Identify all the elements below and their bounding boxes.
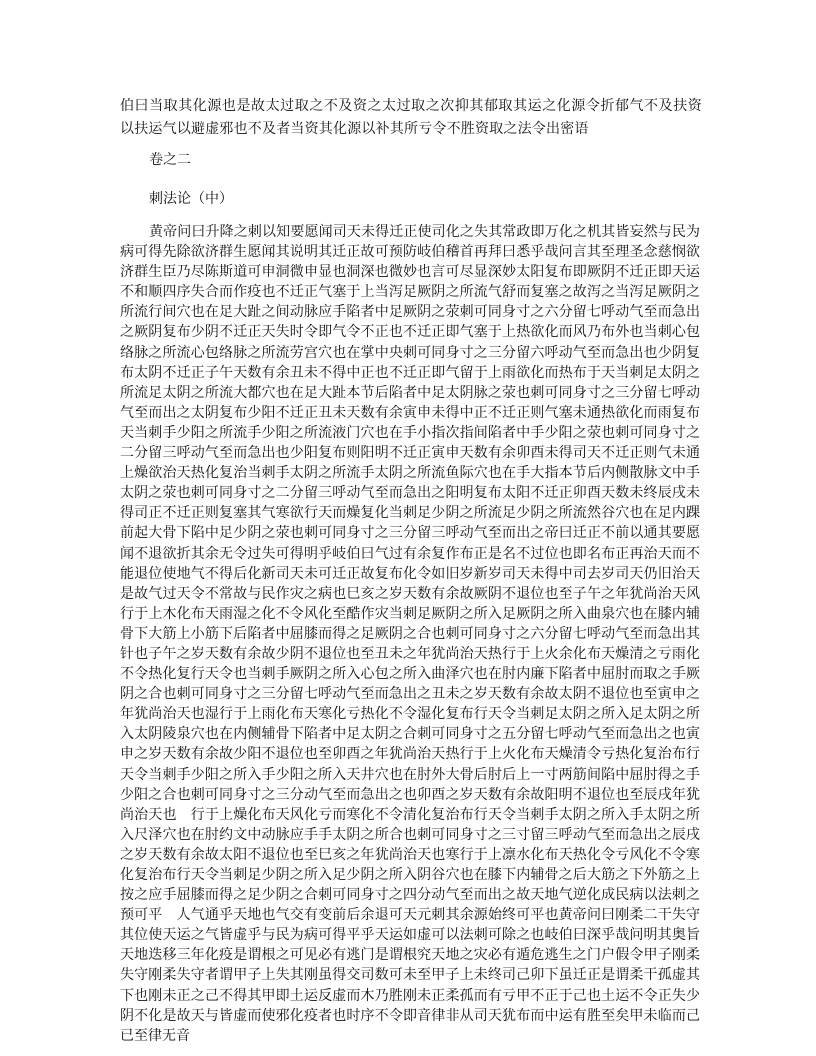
intro-paragraph: 伯曰当取其化源也是故太过取之不及资之太过取之次抑其郁取其运之化源令折郁气不及扶资以扶运气以避虚邪也不及者当资其化源以补其所亏令不胜资取之法令出密语 bbox=[120, 98, 702, 137]
chapter-title: 刺法论（中） bbox=[149, 191, 233, 207]
body-paragraph: 黄帝问曰升降之刺以知要愿闻司天未得迁正使司化之失其常政即万化之机其皆妄然与民为病可得先除欲济群生愿闻其说明其迁正故可预防岐伯稽首再拜曰悉乎哉问言其至理圣念慈悯欲济群生臣乃尽陈斯道可申洞微申显也洞深也微妙也言可尽显深妙太阳复布即厥阴不迁正即天运不和顺四序失合而作疫也不迁正气塞于上当泻足厥阴之所流气舒而复塞之故泻之当泻足厥阴之所流行间穴也在足大趾之间动脉应手陷者中足厥阴之荥刺可同身寸之六分留七呼动气至而急出之厥阴复布少阴不迁正天失时令即气令不正也不迁正即气塞于上热欲化而风乃布外也当刺心包络脉之所流心包络脉之所流劳宫穴也在掌中央刺可同身寸之三分留六呼动气至而急出也少阴复布太阴不迁正子午天数有余丑未不得中正也不迁正即气留于上雨欲化而热布于天当刺足太阴之所流足太阴之所流大都穴也在足大趾本节后陷者中足太阴脉之荥也刺可同身寸之三分留七呼动气至而出之太阴复布少阳不迁正丑未天数有余寅申未得中正不迁正则气塞未通热欲化而雨复布天当刺手少阳之所流手少阳之所流液门穴也在手小指次指间陷者中手少阳之荥也刺可同身寸之二分留三呼动气至而急出也少阳复布则阳明不迁正寅申天数有余卯酉未得司天不迁正则气未通上燥欲治天热化复治当刺手太阴之所流手太阴之所流鱼际穴也在手大指本节后内侧散脉文中手太阴之荥也刺可同身寸之二分留三呼动气至而急出之阳明复布太阳不迁正卯酉天数未终辰戌未得司正不迁正则复塞其气寒欲行天而燥复化当刺足少阴之所流足少阴之所流然谷穴也在足内踝前起大骨下陷中足少阴之荥也刺可同身寸之三分留三呼动气至而出之帝曰迁正不前以通其要愿闻不退欲折其余无令过失可得明乎岐伯曰气过有余复作布正是名不过位也即名布正再治天而不能退位使地气不得后化新司天未可迁正故复布化令如旧岁新岁司天未得中司去岁司天仍旧治天是故气过天令不常故与民作灾之病也巳亥之岁天数有余故厥阴不退位也至子午之年犹尚治天风行于上木化布天雨湿之化不令风化至酷作灾当刺足厥阴之所入足厥阴之所入曲泉穴也在膝内辅骨下大筋上小筋下后陷者中屈膝而得之足厥阴之合也刺可同身寸之六分留七呼动气至而急出其针也子午之岁天数有余故少阴不退位也至丑未之年犹尚治天热行于上火余化布天燥清之亏雨化不令热化复行天令也当刺手厥阴之所入心包之所入曲泽穴也在肘内廉下陷者中屈肘而取之手厥阴之合也刺可同身寸之三分留七呼动气至而急出之丑未之岁天数有余故太阴不退位也至寅申之年犹尚治天也湿行于上雨化布天寒化亏热化不令湿化复布行天令当刺足太阴之所入足太阴之所入太阴陵泉穴也在内侧辅骨下陷者中足太阴之合刺可同身寸之五分留七呼动气至而急出之也寅申之岁天数有余故少阳不退位也至卯酉之年犹尚治天热行于上火化布天燥清令亏热化复治布行天令当刺手少阳之所入手少阳之所入天井穴也在肘外大骨后肘后上一寸两筋间陷中屈肘得之手少阳之合也刺可同身寸之三分动气至而急出之也卯酉之岁天数有余故阳明不退位也至辰戌年犹尚治天也 行于上燥化布天风化亏而寒化不令清化复治布行天令当刺手太阴之所入手太阴之所入尺泽穴也在肘约文中动脉应手手太阴之所合也刺可同身寸之三寸留三呼动气至而急出之辰戌之岁天数有余故太阳不退位也至巳亥之年犹尚治天也寒行于上凛水化布天热化令亏风化不令寒化复治布行天令当刺足少阴之所入足少阴之所入阴谷穴也在膝下内辅骨之后大筋之下外筋之上按之应手屈膝而得之足少阴之合刺可同身寸之四分动气至而出之故天地气逆化成民病以法刺之预可平 人气通乎天地也气交有变前后余退可天元刺其余源始终可平也黄帝问曰刚柔二干失守其位使天运之气皆虚乎与民为病可得平乎天运如虚可以法刺可除之也岐伯曰深乎哉问明其奥旨天地迭移三年化疫是谓根之可见必有逃门是谓根究天地之灾必有遁危逃生之门户假令甲子刚柔失守刚柔失守者谓甲子上失其刚虽得交司数可未至甲子上未终司己卯下虽迁正是谓柔干孤虚其下也刚未正之己不得其甲即土运反虚而木乃胜刚未正柔孤而有亏甲不正于己也土运不令正失少阴不化是故天与皆虚而使邪化疫者也时序不令即音律非从司天犹布而中运有胜至矣甲未临而己已至律无音 bbox=[120, 224, 700, 1044]
section-title: 卷之二 bbox=[149, 152, 191, 168]
